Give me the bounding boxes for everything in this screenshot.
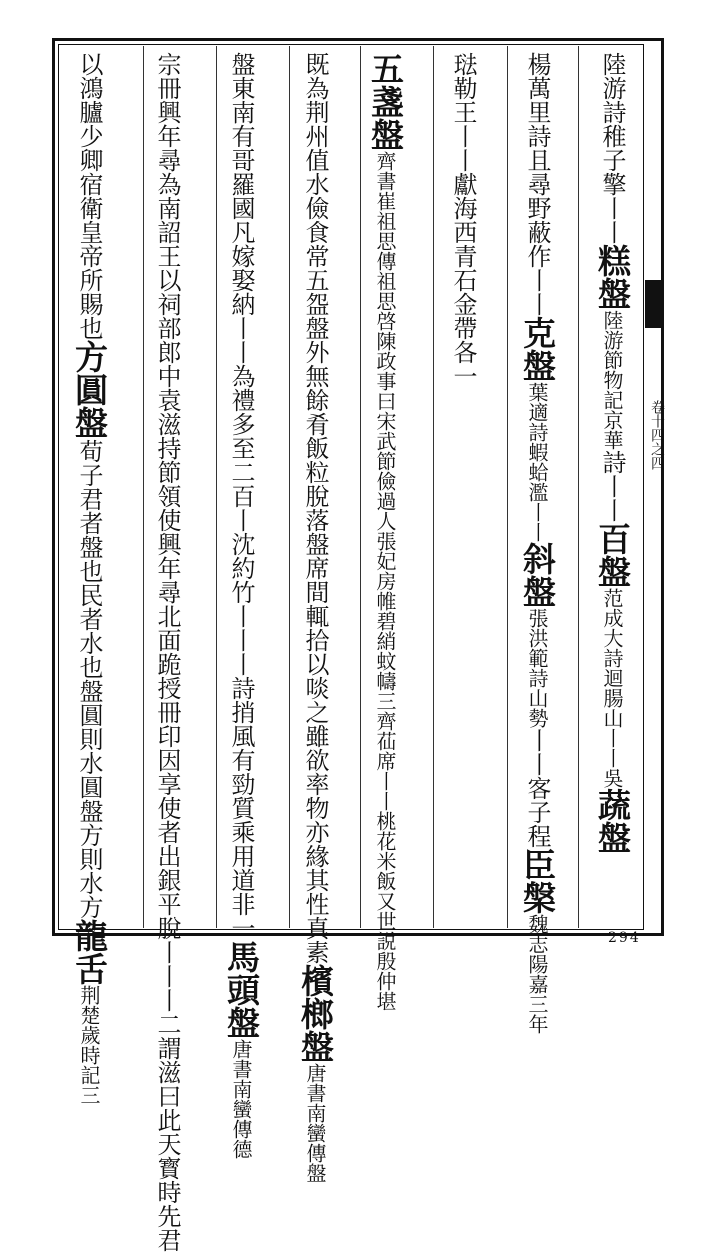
text-segment: 葉適詩蝦 (525, 382, 549, 462)
text-segment: 盤圓則水圓盤方則水方 (75, 679, 103, 919)
text-segment: 琺勒王丨丨獻海 (449, 52, 477, 220)
page-number: 294 (608, 930, 641, 946)
text-segment: 唐書南 (229, 1039, 253, 1099)
text-column (518, 52, 568, 1034)
heading-term: 檳榔盤 (296, 964, 335, 1063)
text-segment: 丨沈約竹丨丨丨詩捎風有勁質乘用道非一 (227, 508, 255, 940)
column-rule (143, 46, 144, 928)
text-segment: 嘉三年 (525, 974, 549, 1034)
text-segment: 范成大詩迴腸山丨丨吳 (600, 588, 624, 788)
text-segment: 子擎丨丨 (598, 148, 626, 244)
column-rule (360, 46, 361, 928)
text-segment: 詩丨丨 (598, 450, 626, 522)
heading-term: 斜盤 (518, 542, 557, 608)
text-segment: 楊萬里詩且尋 (523, 52, 551, 196)
text-column (70, 52, 136, 1105)
heading-term: 百盤 (593, 522, 632, 588)
heading-term: 馬頭盤 (222, 940, 261, 1039)
text-column (595, 52, 635, 927)
heading-term: 龍舌 (70, 919, 109, 985)
heading-term: 糕盤 (593, 244, 632, 310)
text-column (296, 52, 354, 1183)
text-segment: 宗冊興年尋為南詔王以祠部郎中袁滋持節領使興年尋北面 (153, 52, 181, 652)
text-segment: 齊書崔祖思傳祖思啓陳政事曰宋武節儉過人張妃房 (373, 151, 397, 591)
text-column (366, 52, 428, 1011)
column-rule (216, 46, 217, 928)
text-segment: 陸游詩稚 (598, 52, 626, 148)
text-segment: 丨丨客子程 (523, 728, 551, 848)
text-segment: 野蔽作丨丨 (523, 196, 551, 316)
text-segment: 衛皇帝所賜也 (75, 196, 103, 340)
text-segment: 帷碧綃蚊幬三齊苮席丨丨桃花米飯又世説殷仲堪 (373, 591, 397, 1011)
text-segment: 蠻傳德 (229, 1099, 253, 1159)
text-segment: 西青石金帶各一 (449, 220, 477, 388)
text-segment: 陸游 (600, 310, 624, 350)
heading-term: 臣槃 (518, 848, 557, 914)
column-rule (289, 46, 290, 928)
heading-term: 方圓盤 (70, 340, 109, 439)
margin-black-tab (645, 280, 663, 328)
column-rule (507, 46, 508, 928)
heading-term: 克盤 (518, 316, 557, 382)
text-segment: 張洪範詩山勢 (525, 608, 549, 728)
text-segment: 時記三 (77, 1045, 101, 1105)
text-segment: 荀子君者盤也民者水也 (75, 439, 103, 679)
text-column (222, 52, 282, 1159)
text-segment: 跪授冊印因享使者出銀平脫丨丨丨二謂滋曰此天寳時先君 (153, 652, 181, 1252)
heading-term: 五盞盤 (366, 52, 405, 151)
margin-volume-label: 卷十四之四 (649, 400, 665, 470)
column-rule (578, 46, 579, 928)
text-segment: 落盤席間輒拾以啖之雖欲率物亦緣其性真素 (301, 508, 329, 964)
text-segment: 魏志陽 (525, 914, 549, 974)
text-column (446, 52, 494, 927)
text-segment: 唐書南 (303, 1063, 327, 1123)
text-segment: 以鴻臚少卿宿 (75, 52, 103, 196)
text-segment: 蛤濫丨丨 (525, 462, 549, 542)
text-segment: 荆楚歲 (77, 985, 101, 1045)
text-segment: 蠻傳盤 (303, 1123, 327, 1183)
text-segment: 節物記京華 (600, 350, 624, 450)
text-segment: 既為荆州值水儉食常五盌盤外無餘肴飯粒脫 (301, 52, 329, 508)
text-column (150, 52, 210, 1252)
heading-term: 蔬盤 (593, 788, 632, 854)
column-rule (433, 46, 434, 928)
text-segment: 盤東南有哥羅國凡嫁娶納丨丨為禮多至二百 (227, 52, 255, 508)
